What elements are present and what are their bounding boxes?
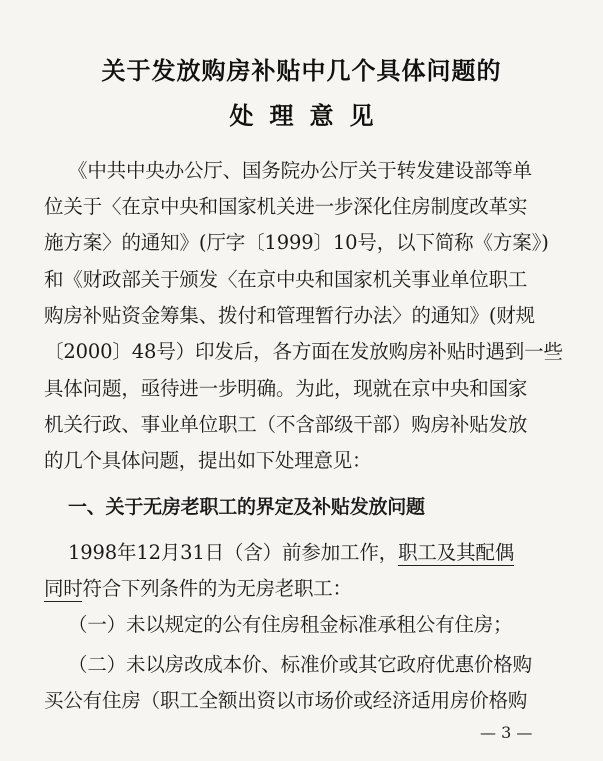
body-line-11 bbox=[44, 576, 603, 602]
underlined-text: 职工及其配偶 bbox=[398, 541, 515, 564]
list-item-2-continued: 买公有住房（职工全额出资以市场价或经济适用房价格购 bbox=[44, 689, 528, 712]
page-number: — 3 — bbox=[480, 723, 533, 742]
body-line-8: 机关行政、事业单位职工（不含部级干部）购房补贴发放 bbox=[44, 413, 528, 436]
body-line-9: 的几个具体问题，提出如下处理意见： bbox=[44, 449, 372, 472]
body-line-3: 施方案〉的通知》(厅字〔1999〕10号，以下简称《方案》) bbox=[44, 231, 549, 254]
body-line-10 bbox=[68, 540, 603, 566]
body-line-6: 〔2000〕48号）印发后，各方面在发放购房补贴时遇到一些 bbox=[44, 340, 563, 363]
line-b-rest: 符合下列条件的为无房老职工： bbox=[82, 577, 352, 600]
line-a-start: 1998年12月31日（含）前参加工作， bbox=[68, 541, 399, 564]
body-line-5: 购房补贴资金筹集、拨付和管理暂行办法〉的通知》(财规 bbox=[44, 304, 535, 327]
list-item-2: （二）未以房改成本价、标准价或其它政府优惠价格购 bbox=[68, 653, 532, 676]
body-line-2: 位关于〈在京中央和国家机关进一步深化住房制度改革实 bbox=[44, 195, 528, 218]
title-line-2: 处理意见 bbox=[229, 102, 390, 130]
body-line-7: 具体问题，亟待进一步明确。为此，现就在京中央和国家 bbox=[44, 377, 528, 400]
title-line-1: 关于发放购房补贴中几个具体问题的 bbox=[101, 57, 502, 85]
underlined-text: 同时 bbox=[44, 577, 83, 600]
body-line-1: 《中共中央办公厅、国务院办公厅关于转发建设部等单 bbox=[68, 159, 532, 182]
body-line-4: 和《财政部关于颁发〈在京中央和国家机关事业单位职工 bbox=[44, 268, 528, 291]
section-heading: 一、关于无房老职工的界定及补贴发放问题 bbox=[68, 496, 425, 518]
list-item-1: （一）未以规定的公有住房租金标准承租公有住房； bbox=[68, 613, 513, 636]
